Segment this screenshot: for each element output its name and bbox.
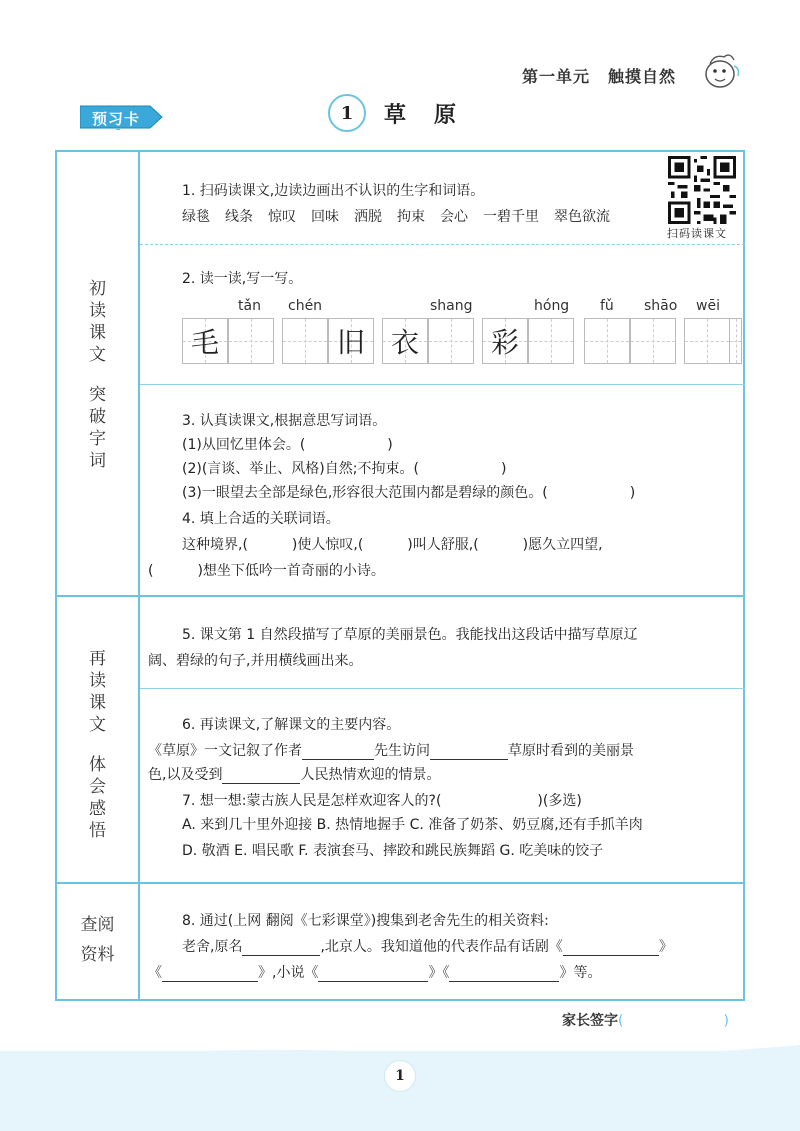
answer-blank[interactable] [318, 967, 428, 982]
vocab-word: 线条 [225, 209, 253, 225]
vocab-word: 拘束 [397, 209, 425, 225]
q4-line-2: ( )想坐下低吟一首奇丽的小诗。 [148, 563, 385, 579]
writing-grid-cell[interactable] [630, 318, 676, 364]
q6-prompt: 6. 再读课文,了解课文的主要内容。 [182, 717, 401, 733]
q8-line-1: 老舍,原名 ,北京人。我知道他的代表作品有话剧《 》 [182, 939, 673, 955]
writing-grid-cell[interactable] [584, 318, 630, 364]
section-separator-2 [55, 882, 745, 884]
answer-blank[interactable] [222, 769, 300, 784]
question-separator [140, 244, 745, 245]
vocab-word: 翠色欲流 [554, 209, 610, 225]
vocab-word: 一碧千里 [483, 209, 539, 225]
qr-code-icon[interactable] [668, 156, 736, 224]
writing-grid-cell[interactable] [528, 318, 574, 364]
q3-item-1: (1)从回忆里体会。( ) [182, 437, 393, 453]
question-separator [140, 688, 745, 689]
writing-grid-cell[interactable] [730, 318, 742, 364]
parent-signature-label: 家长签字 [562, 1013, 618, 1029]
lesson-number: 1 [328, 94, 366, 132]
section-divider [138, 150, 140, 1001]
section-separator-1 [55, 595, 745, 597]
section-label-second-reading: 再 读 课 文 体 会 感 悟 [89, 649, 106, 841]
answer-blank[interactable] [449, 967, 559, 982]
q4-line-1: 这种境界,( )使人惊叹,( )叫人舒服,( )愿久立四望, [182, 537, 603, 553]
writing-grid-cell[interactable] [428, 318, 474, 364]
q3-item-2: (2)(言谈、举止、风格)自然;不拘束。( ) [182, 461, 507, 477]
vocab-word: 会心 [440, 209, 468, 225]
unit-theme: 触摸自然 [608, 67, 677, 86]
qr-code-label: 扫码读课文 [667, 227, 727, 240]
writing-grid-cell[interactable]: 旧 [328, 318, 374, 364]
answer-blank[interactable] [430, 745, 508, 760]
q8-prompt: 8. 通过(上网 翻阅《七彩课堂》)搜集到老舍先生的相关资料: [182, 913, 549, 929]
vocab-word: 洒脱 [354, 209, 382, 225]
q1-word-list [182, 206, 625, 226]
writing-grid-cell[interactable] [282, 318, 328, 364]
answer-blank[interactable] [302, 745, 374, 760]
section-label-research: 查阅 资料 [80, 915, 115, 965]
pinyin-label: wēi [696, 298, 720, 314]
pinyin-label: fǔ [600, 298, 614, 314]
unit-title [522, 64, 676, 87]
q2-prompt: 2. 读一读,写一写。 [182, 271, 303, 287]
answer-blank[interactable] [162, 967, 258, 982]
q6-line-1: 《草原》一文记叙了作者 先生访问 草原时看到的美丽景 [148, 743, 634, 759]
answer-blank[interactable] [563, 941, 659, 956]
q7-prompt: 7. 想一想:蒙古族人民是怎样欢迎客人的?( )(多选) [182, 793, 582, 809]
q7-options-2: D. 敬酒 E. 唱民歌 F. 表演套马、摔跤和跳民族舞蹈 G. 吃美味的饺子 [182, 843, 604, 859]
writing-grid-cell[interactable] [228, 318, 274, 364]
writing-grid-cell[interactable]: 毛 [182, 318, 228, 364]
cartoon-mascot-icon [700, 48, 744, 92]
writing-grid-cell[interactable]: 衣 [382, 318, 428, 364]
q5-line-1: 5. 课文第 1 自然段描写了草原的美丽景色。我能找出这段话中描写草原辽 [182, 627, 638, 643]
unit-label: 第一单元 [522, 67, 591, 86]
pinyin-label: chén [288, 298, 323, 314]
writing-grid-cell[interactable] [684, 318, 730, 364]
vocab-word: 回味 [311, 209, 339, 225]
q3-item-3: (3)一眼望去全部是绿色,形容很大范围内都是碧绿的颜色。( ) [182, 485, 636, 501]
writing-grid-cell[interactable]: 彩 [482, 318, 528, 364]
lesson-title: 草原 [384, 101, 485, 128]
preview-card-tag: 预习卡 [92, 110, 141, 128]
q8-line-2: 《 》,小说《 》《 》等。 [148, 965, 602, 981]
vocab-word: 惊叹 [268, 209, 296, 225]
pinyin-label: hóng [534, 298, 570, 314]
section-label-first-reading: 初 读 课 文 突 破 字 词 [89, 279, 106, 471]
vocab-word: 绿毯 [182, 209, 210, 225]
page-number: 1 [384, 1060, 416, 1092]
lesson-heading [328, 94, 484, 132]
pinyin-label: shang [430, 298, 473, 314]
q1-prompt: 1. 扫码读课文,边读边画出不认识的生字和词语。 [182, 183, 485, 199]
q5-line-2: 阔、碧绿的句子,并用横线画出来。 [148, 653, 363, 669]
q4-prompt: 4. 填上合适的关联词语。 [182, 511, 340, 527]
parent-signature: 家长签字( ) [562, 1013, 729, 1029]
pinyin-label: tǎn [238, 298, 261, 314]
q6-line-2: 色,以及受到 人民热情欢迎的情景。 [148, 767, 441, 783]
q7-options-1: A. 来到几十里外迎接 B. 热情地握手 C. 准备了奶茶、奶豆腐,还有手抓羊肉 [182, 817, 643, 833]
pinyin-label: shāo [644, 298, 678, 314]
answer-blank[interactable] [242, 941, 320, 956]
question-separator [140, 384, 745, 385]
q3-prompt: 3. 认真读课文,根据意思写词语。 [182, 413, 387, 429]
